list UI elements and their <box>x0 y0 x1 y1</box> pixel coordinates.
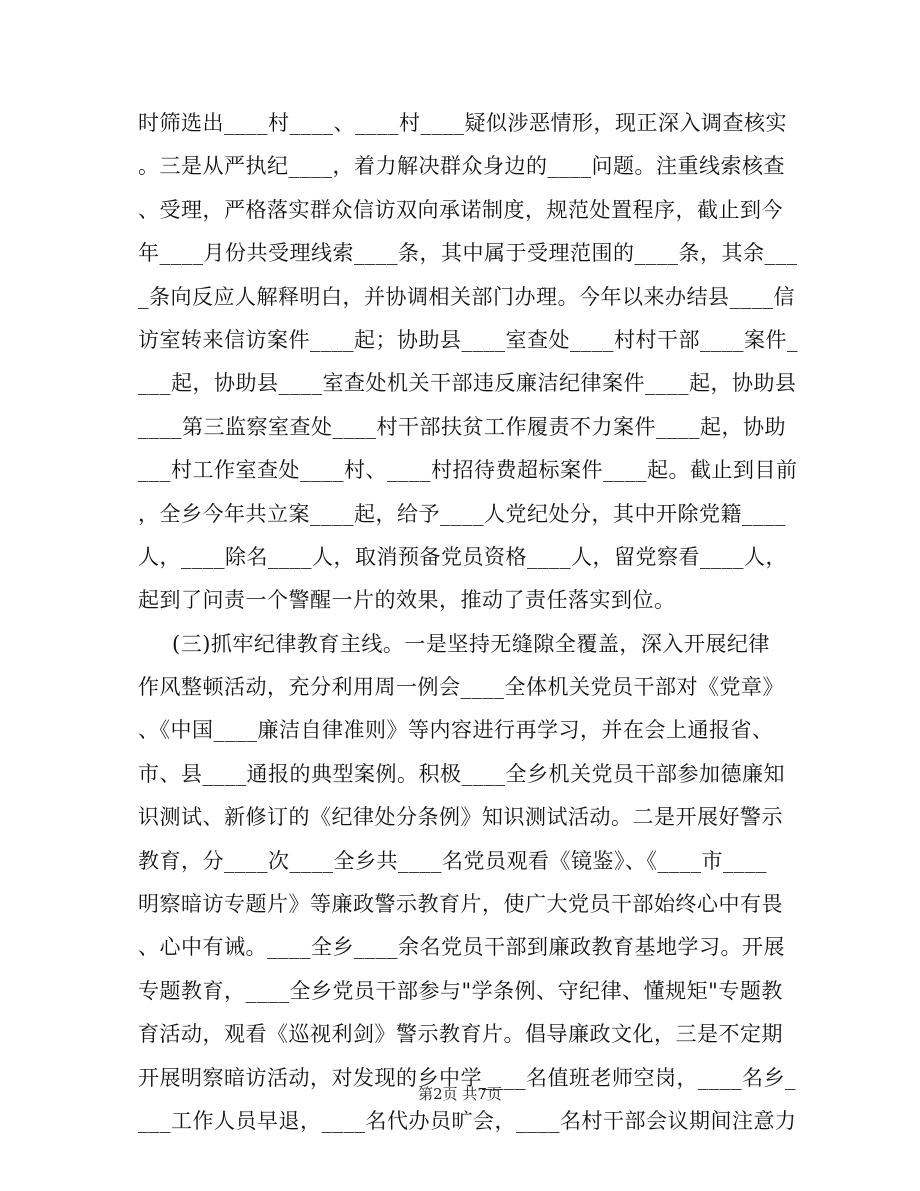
text-line: ，全乡今年共立案____起，给予____人党纪处分，其中开除党籍____ <box>138 501 786 526</box>
text-line: ___村工作室查处____村、____村招待费超标案件____起。截止到目前 <box>138 458 798 483</box>
text-line: 明察暗访专题片》等廉政警示教育片，使广大党员干部始终心中有畏 <box>138 892 783 917</box>
text-line: 专题教育，____全乡党员干部参与"学条例、守纪律、懂规矩"专题教 <box>138 978 783 1003</box>
text-line: _条向反应人解释明白，并协调相关部门办理。今年以来办结县____信 <box>138 284 795 309</box>
text-line: ___工作人员早退，____名代办员旷会，____名村干部会议期间注意力 <box>138 1108 797 1133</box>
text-line: ____第三监察室查处____村干部扶贫工作履责不力案件____起，协助 <box>138 414 786 439</box>
text-line: 人，____除名____人，取消预备党员资格____人，留党察看____人， <box>138 544 787 569</box>
text-line: 教育，分____次____全乡共____名党员观看《镜鉴》、《____市____ <box>138 848 767 873</box>
text-line: 、心中有诫。____全乡____余名党员干部到廉政教育基地学习。开展 <box>138 935 785 960</box>
text-line: 识测试、新修订的《纪律处分条例》知识测试活动。二是开展好警示 <box>138 805 783 830</box>
text-line: ___起，协助县____室查处机关干部违反廉洁纪律案件____起，协助县 <box>138 371 797 396</box>
text-line: 。三是从严执纪____，着力解决群众身边的____问题。注重线索核查 <box>138 154 785 179</box>
text-line: 年____月份共受理线索____条，其中属于受理范围的____条，其余___ <box>138 241 798 266</box>
text-line: 、《中国____廉洁自律准则》等内容进行再学习，并在会上通报省、 <box>138 718 774 743</box>
text-line: 起到了问责一个警醒一片的效果，推动了责任落实到位。 <box>138 588 676 613</box>
text-line: 开展明察暗访活动，对发现的乡中学____名值班老师空岗，____名乡_ <box>138 1065 796 1090</box>
paragraph-start-line: (三)抓牢纪律教育主线。一是坚持无缝隙全覆盖，深入开展纪律 <box>172 631 770 656</box>
text-line: 市、县____通报的典型案例。积极____全乡机关党员干部参加德廉知 <box>138 761 785 786</box>
text-line: 作风整顿活动，充分利用周一例会____全体机关党员干部对《党章》 <box>138 675 784 700</box>
text-line: 时筛选出____村____、____村____疑似涉恶情形，现正深入调查核实 <box>138 111 787 135</box>
text-line: 访室转来信访案件____起；协助县____室查处____村村干部____案件_ <box>138 327 798 352</box>
body-text <box>138 102 798 1143</box>
page-number-footer: 第2页 共7页 <box>418 1085 502 1103</box>
text-line: 育活动，观看《巡视利剑》警示教育片。倡导廉政文化，三是不定期 <box>138 1022 783 1047</box>
text-line: 、受理，严格落实群众信访双向承诺制度，规范处置程序，截止到今 <box>138 197 783 222</box>
